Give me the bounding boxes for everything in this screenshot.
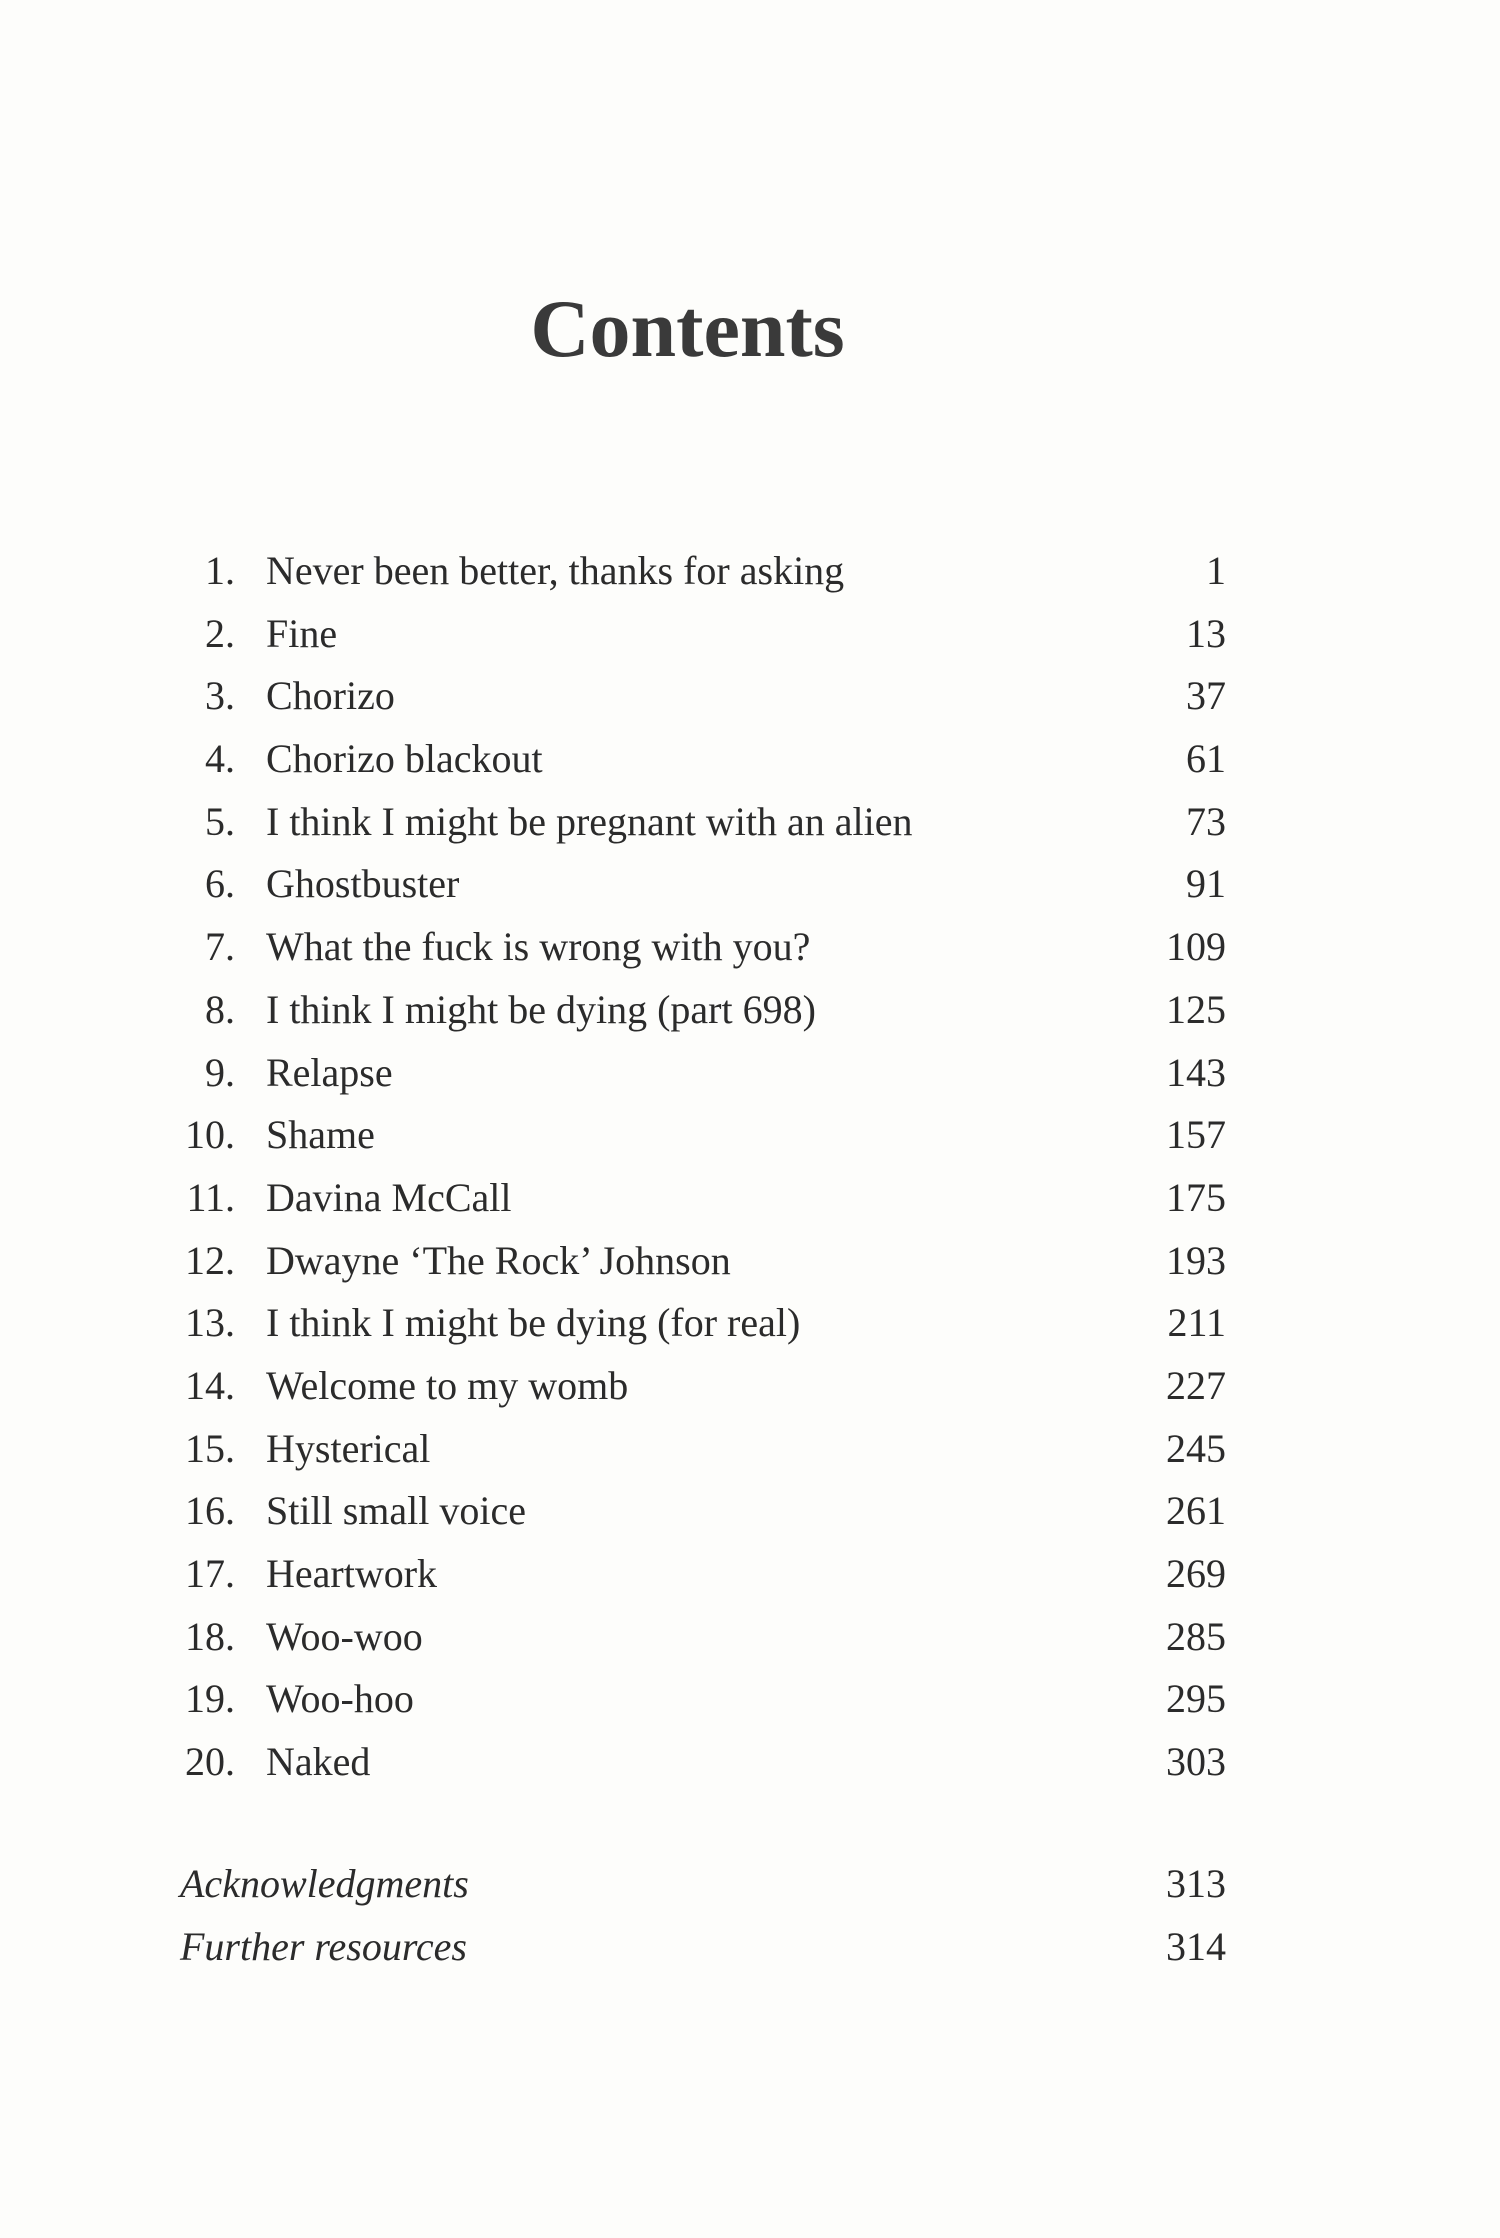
page-number: 91 — [1186, 861, 1226, 907]
page-number: 73 — [1186, 798, 1226, 844]
chapter-title: I think I might be pregnant with an alien — [266, 798, 913, 844]
page-number: 175 — [1166, 1174, 1226, 1220]
chapter-title: Welcome to my womb — [266, 1362, 629, 1408]
page-number: 245 — [1166, 1425, 1226, 1471]
chapter-title: Chorizo — [266, 673, 395, 719]
toc-entry[interactable] — [0, 1104, 1500, 1167]
chapter-number: 20. — [185, 1739, 235, 1785]
toc-entry[interactable] — [0, 1355, 1500, 1418]
chapter-number: 13. — [185, 1300, 235, 1346]
chapter-number: 17. — [185, 1551, 235, 1596]
toc-entry[interactable] — [0, 1543, 1500, 1606]
chapter-title: Hysterical — [266, 1425, 431, 1471]
toc-entry[interactable] — [0, 665, 1500, 728]
chapter-title: Shame — [266, 1112, 375, 1158]
chapter-title: I think I might be dying (for real) — [266, 1300, 801, 1346]
chapter-number: 19. — [185, 1676, 235, 1722]
page-number: 143 — [1166, 1049, 1226, 1095]
page-number: 37 — [1186, 673, 1226, 719]
chapter-number: 7. — [205, 924, 235, 970]
chapter-title: Ghostbuster — [266, 861, 460, 907]
page-number: 109 — [1166, 924, 1226, 970]
chapter-title: Dwayne ‘The Rock’ Johnson — [266, 1237, 731, 1283]
chapter-title: Woo-woo — [266, 1613, 423, 1659]
toc-entry-back-matter[interactable] — [0, 1852, 1500, 1915]
chapter-number: 11. — [186, 1174, 235, 1220]
toc-entry[interactable] — [0, 1606, 1500, 1669]
page-number: 1 — [1206, 548, 1226, 593]
page-number: 314 — [1166, 1924, 1226, 1969]
chapter-title: Never been better, thanks for asking — [266, 548, 845, 593]
chapter-title: Fine — [266, 610, 338, 656]
toc-entry[interactable] — [0, 916, 1500, 979]
chapter-number: 9. — [205, 1049, 235, 1095]
page-number: 313 — [1166, 1861, 1226, 1906]
page-number: 193 — [1166, 1237, 1226, 1283]
toc-entry[interactable] — [0, 791, 1500, 854]
chapter-title: I think I might be dying (part 698) — [266, 986, 816, 1032]
toc-entry[interactable] — [0, 979, 1500, 1042]
toc-entry[interactable] — [0, 603, 1500, 666]
page-number: 285 — [1166, 1613, 1226, 1659]
chapter-number: 10. — [185, 1112, 235, 1158]
toc-entry[interactable] — [0, 853, 1500, 916]
chapter-number: 14. — [185, 1362, 235, 1408]
page-number: 269 — [1166, 1551, 1226, 1596]
page-number: 227 — [1166, 1362, 1226, 1408]
chapter-title: Still small voice — [266, 1488, 526, 1534]
page-number: 13 — [1186, 610, 1226, 656]
back-matter — [0, 1852, 1500, 1978]
toc-entry[interactable] — [0, 1292, 1500, 1355]
chapter-number: 15. — [185, 1425, 235, 1471]
chapter-title: What the fuck is wrong with you? — [266, 924, 811, 970]
toc-entry[interactable] — [0, 1167, 1500, 1230]
toc-entry[interactable] — [0, 1668, 1500, 1731]
page-number: 157 — [1166, 1112, 1226, 1158]
chapter-number: 18. — [185, 1613, 235, 1659]
back-matter-title: Further resources — [180, 1924, 467, 1969]
chapter-title: Davina McCall — [266, 1174, 512, 1220]
page-number: 295 — [1166, 1676, 1226, 1722]
chapter-number: 6. — [205, 861, 235, 907]
toc-entry[interactable] — [0, 1042, 1500, 1105]
toc-entry[interactable] — [0, 1418, 1500, 1481]
page-number: 61 — [1186, 736, 1226, 782]
toc-entry[interactable] — [0, 540, 1500, 603]
chapter-title: Naked — [266, 1739, 371, 1785]
chapter-number: 12. — [185, 1237, 235, 1283]
chapter-number: 5. — [205, 798, 235, 844]
table-of-contents — [0, 540, 1500, 1794]
page-title: Contents — [530, 283, 845, 374]
toc-entry-back-matter[interactable] — [0, 1915, 1500, 1978]
toc-entry[interactable] — [0, 728, 1500, 791]
chapter-title: Woo-hoo — [266, 1676, 414, 1722]
back-matter-title: Acknowledgments — [180, 1861, 469, 1906]
chapter-number: 4. — [205, 736, 235, 782]
chapter-title: Relapse — [266, 1049, 393, 1095]
page-number: 303 — [1166, 1739, 1226, 1785]
chapter-number: 8. — [205, 986, 235, 1032]
page-number: 211 — [1167, 1300, 1226, 1346]
toc-entry[interactable] — [0, 1480, 1500, 1543]
toc-entry[interactable] — [0, 1731, 1500, 1794]
chapter-title: Chorizo blackout — [266, 736, 543, 782]
chapter-number: 1. — [205, 548, 235, 593]
chapter-title: Heartwork — [266, 1551, 438, 1596]
page-number: 125 — [1166, 986, 1226, 1032]
page-number: 261 — [1166, 1488, 1226, 1534]
chapter-number: 3. — [205, 673, 235, 719]
chapter-number: 16. — [185, 1488, 235, 1534]
toc-entry[interactable] — [0, 1230, 1500, 1293]
chapter-number: 2. — [205, 610, 235, 656]
